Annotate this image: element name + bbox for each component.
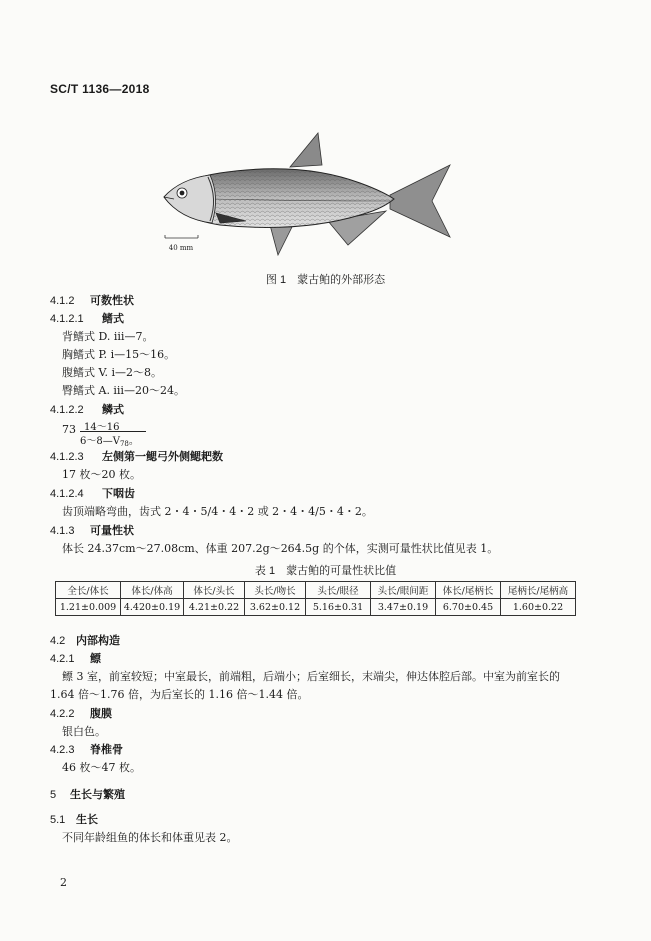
peritoneum-text: 银白色。 <box>62 725 106 738</box>
heading-4-2-2: 4.2.2 腹膜 <box>50 708 112 720</box>
pharyngeal-teeth-text: 齿顶端略弯曲，齿式 2・4・5/4・4・2 或 2・4・4/5・4・2。 <box>62 505 373 518</box>
table-1-caption: 表 1 蒙古鲌的可量性状比值 <box>254 565 397 577</box>
table-header-cell: 体长/尾柄长 <box>436 582 501 599</box>
table-header-cell: 头长/眼间距 <box>371 582 436 599</box>
heading-4-2: 4.2 内部构造 <box>50 635 120 647</box>
growth-text: 不同年龄组鱼的体长和体重见表 2。 <box>62 831 238 844</box>
gill-raker-count: 17 枚～20 枚。 <box>62 468 141 481</box>
table-header-cell: 全长/体长 <box>56 582 121 599</box>
table-cell: 3.47±0.19 <box>371 599 436 616</box>
heading-4-1-3: 4.1.3 可量性状 <box>50 525 134 537</box>
heading-4-1-2-1: 4.1.2.1 鳍式 <box>50 313 124 325</box>
standard-code: SC/T 1136—2018 <box>50 82 150 96</box>
fin-formula-pelvic: 腹鳍式 V. ⅰ—2～8。 <box>62 366 163 379</box>
table-cell: 4.420±0.19 <box>121 599 184 616</box>
scale-formula: 73 14～16 $6\sim 8—V_{78}$。 <box>62 418 182 440</box>
table-cell: 1.60±0.22 <box>501 599 576 616</box>
table-header-cell: 体长/体高 <box>121 582 184 599</box>
table-header-cell: 头长/眼径 <box>306 582 371 599</box>
table-cell: 3.62±0.12 <box>245 599 306 616</box>
table-cell: 1.21±0.009 <box>56 599 121 616</box>
measurements-table <box>55 581 576 616</box>
heading-5-1: 5.1 生长 <box>50 814 98 826</box>
heading-4-1-2-2: 4.1.2.2 鳞式 <box>50 404 124 416</box>
heading-4-2-1: 4.2.1 鳔 <box>50 653 101 665</box>
table-header-cell: 体长/头长 <box>184 582 245 599</box>
measurable-traits-text: 体长 24.37cm～27.08cm、体重 207.2g～264.5g 的个体，实测可量性状比值见表 1。 <box>62 542 499 555</box>
fin-formula-dorsal: 背鳍式 D. ⅲ—7。 <box>62 330 154 343</box>
table-header-cell: 头长/吻长 <box>245 582 306 599</box>
fin-formula-anal: 臀鳍式 A. ⅲ—20～24。 <box>62 384 185 397</box>
fin-formula-pectoral: 胸鳍式 P. ⅰ—15～16。 <box>62 348 176 361</box>
heading-4-1-2: 4.1.2 可数性状 <box>50 295 134 307</box>
table-header-cell: 尾柄长/尾柄高 <box>501 582 576 599</box>
table-header-row <box>56 582 576 599</box>
heading-4-1-2-4: 4.1.2.4 下咽齿 <box>50 488 135 500</box>
vertebrae-text: 46 枚～47 枚。 <box>62 761 141 774</box>
swim-bladder-line-1: 鳔 3 室，前室较短；中室最长，前端粗，后端小；后室细长，末端尖，伸达体腔后部。中室为前室长的 <box>62 670 560 683</box>
page-number: 2 <box>60 876 67 889</box>
heading-5: 5 生长与繁殖 <box>50 789 125 801</box>
table-cell: 6.70±0.45 <box>436 599 501 616</box>
heading-4-2-3: 4.2.3 脊椎骨 <box>50 744 123 756</box>
table-cell: 4.21±0.22 <box>184 599 245 616</box>
scale-label: 40 mm <box>168 244 194 252</box>
swim-bladder-line-2: 1.64 倍～1.76 倍，为后室长的 1.16 倍～1.44 倍。 <box>50 688 309 701</box>
figure-caption: 图 1 蒙古鲌的外部形态 <box>265 274 386 286</box>
table-cell: 5.16±0.31 <box>306 599 371 616</box>
table-row <box>56 599 576 616</box>
heading-4-1-2-3: 4.1.2.3 左侧第一鳃弓外侧鳃耙数 <box>50 451 223 463</box>
fish-illustration <box>150 125 460 265</box>
